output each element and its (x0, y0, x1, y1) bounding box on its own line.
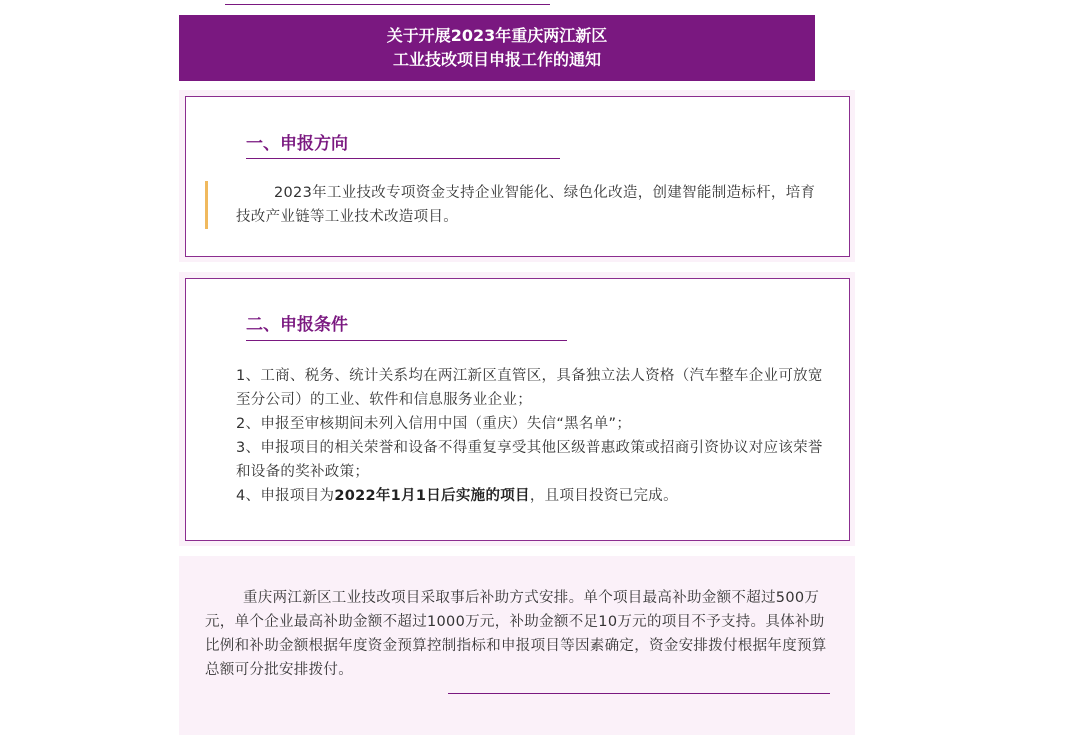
section-3-paragraph: 重庆两江新区工业技改项目采取事后补助方式安排。单个项目最高补助金额不超过500万元，单个企业最高补助金额不超过1000万元，补助金额不足10万元的项目不予支持。具体补助比例和补助金额根据年度资金预算控制指标和申报项目等因素确定，资金安排拨付根据年度预算总额可分批安排拨付。 (205, 590, 827, 678)
section-2-heading: 二、申报条件 (246, 315, 348, 335)
section-1-heading-rule (246, 158, 560, 159)
condition-item-4 (236, 484, 824, 508)
title-banner (179, 15, 815, 81)
bottom-divider (448, 693, 830, 694)
top-divider (225, 4, 550, 5)
section-1-heading: 一、申报方向 (246, 134, 348, 154)
condition-item-2: 2、申报至审核期间未列入信用中国（重庆）失信“黑名单”； (236, 416, 632, 432)
section-1-box (185, 96, 850, 257)
condition-item-4-emphasis: 2022年1月1日后实施的项目 (334, 488, 530, 504)
title-line-1: 关于开展2023年重庆两江新区 (386, 26, 608, 45)
condition-item-3: 3、申报项目的相关荣誉和设备不得重复享受其他区级普惠政策或招商引资协议对应该荣誉和设备的奖补政策； (236, 440, 823, 480)
section-1-accent-bar (205, 181, 208, 229)
title-line-2: 工业技改项目申报工作的通知 (392, 50, 601, 69)
section-2-heading-rule (246, 340, 567, 341)
condition-item-4-suffix: ，且项目投资已完成。 (529, 488, 678, 504)
condition-item-1: 1、工商、税务、统计关系均在两江新区直管区，具备独立法人资格（汽车整车企业可放宽至分公司）的工业、软件和信息服务业企业； (236, 368, 823, 408)
section-2-conditions-list (236, 364, 824, 508)
condition-item-4-prefix: 4、申报项目为 (236, 488, 335, 504)
section-1-paragraph: 2023年工业技改专项资金支持企业智能化、绿色化改造，创建智能制造标杆，培育技改产业链等工业技术改造项目。 (236, 185, 816, 225)
